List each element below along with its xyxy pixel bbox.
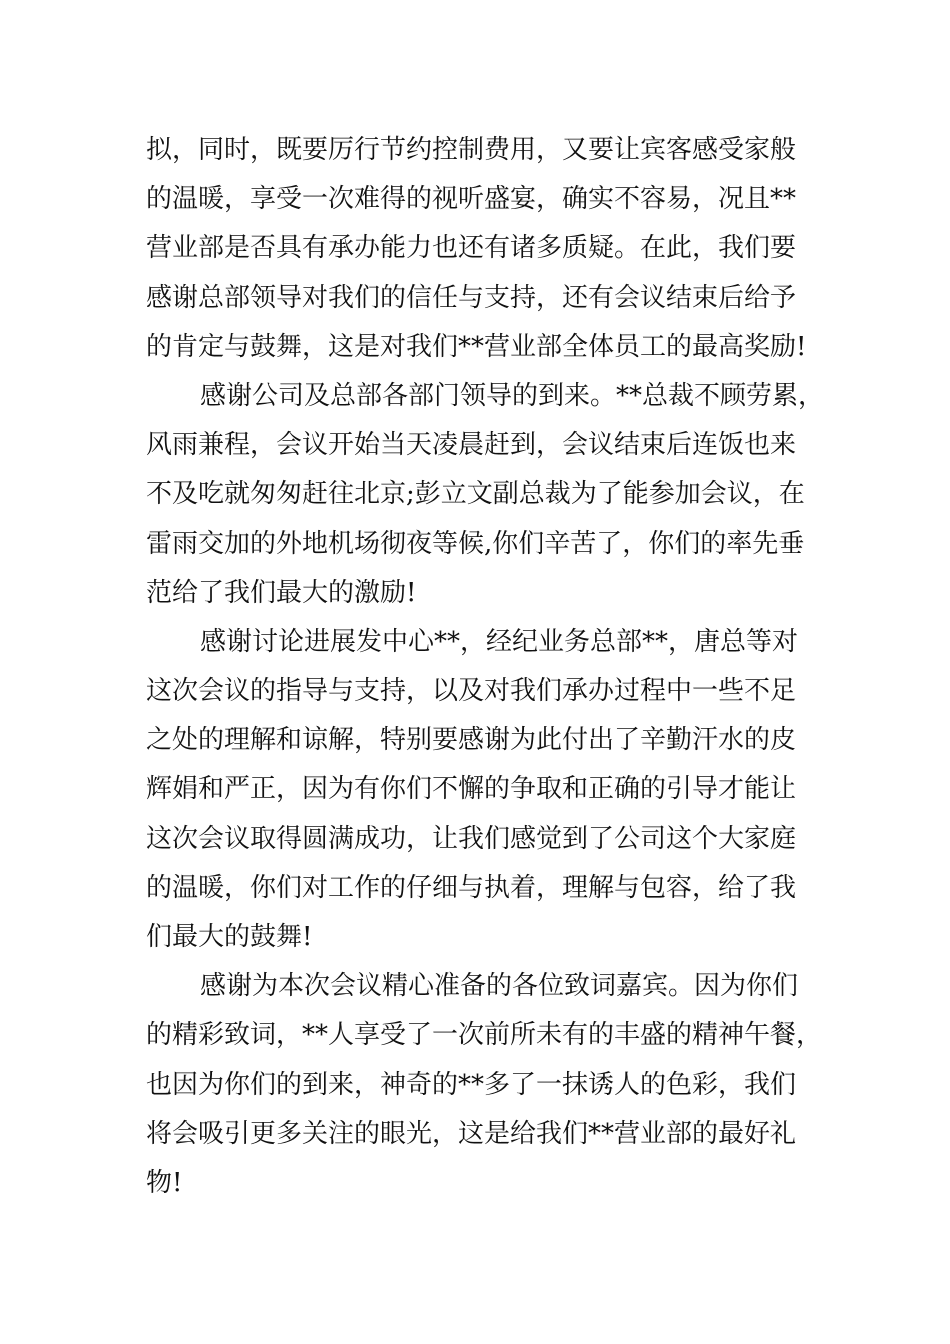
document-body xyxy=(146,126,836,1208)
paragraph-4 xyxy=(146,962,836,1208)
paragraph-1 xyxy=(146,126,836,372)
text-line: 范给了我们最大的激励! xyxy=(146,577,417,608)
text-line: 们最大的鼓舞! xyxy=(146,922,313,952)
text-line: 的温暖，你们对工作的仔细与执着，理解与包容，给了我 xyxy=(146,872,797,903)
text-line: 感谢总部领导对我们的信任与支持，还有会议结束后给予 xyxy=(146,282,797,313)
text-line: 拟，同时，既要厉行节约控制费用，又要让宾客感受家般 xyxy=(146,135,797,165)
text-line: 感谢讨论进展发中心**，经纪业务总部**，唐总等对 xyxy=(200,626,799,657)
text-line: 的精彩致词，**人享受了一次前所未有的丰盛的精神午餐， xyxy=(146,1020,823,1051)
text-line: 这次会议取得圆满成功，让我们感觉到了公司这个大家庭 xyxy=(146,823,797,854)
text-line: 感谢公司及总部各部门领导的到来。**总裁不顾劳累， xyxy=(200,380,825,411)
text-line: 将会吸引更多关注的眼光，这是给我们**营业部的最好礼 xyxy=(146,1118,797,1149)
text-line: 营业部是否具有承办能力也还有诸多质疑。在此，我们要 xyxy=(146,233,797,264)
text-line: 不及吃就匆匆赶往北京;彭立文副总裁为了能参加会议，在 xyxy=(146,479,805,510)
text-line: 雷雨交加的外地机场彻夜等候,你们辛苦了，你们的率先垂 xyxy=(146,528,805,559)
text-line: 的肯定与鼓舞，这是对我们**营业部全体员工的最高奖励! xyxy=(146,331,807,362)
text-line: 之处的理解和谅解，特别要感谢为此付出了辛勤汗水的皮 xyxy=(146,725,797,756)
text-line: 物! xyxy=(146,1167,183,1198)
text-line: 风雨兼程，会议开始当天凌晨赶到，会议结束后连饭也来 xyxy=(146,430,797,461)
text-line: 也因为你们的到来，神奇的**多了一抹诱人的色彩，我们 xyxy=(146,1069,797,1100)
paragraph-3 xyxy=(146,618,836,962)
text-line: 的温暖，享受一次难得的视听盛宴，确实不容易，况且** xyxy=(146,184,797,215)
paragraph-2 xyxy=(146,372,836,618)
text-line: 这次会议的指导与支持，以及对我们承办过程中一些不足 xyxy=(146,676,797,707)
text-line: 感谢为本次会议精心准备的各位致词嘉宾。因为你们 xyxy=(200,971,799,1002)
text-line: 辉娟和严正，因为有你们不懈的争取和正确的引导才能让 xyxy=(146,774,797,805)
